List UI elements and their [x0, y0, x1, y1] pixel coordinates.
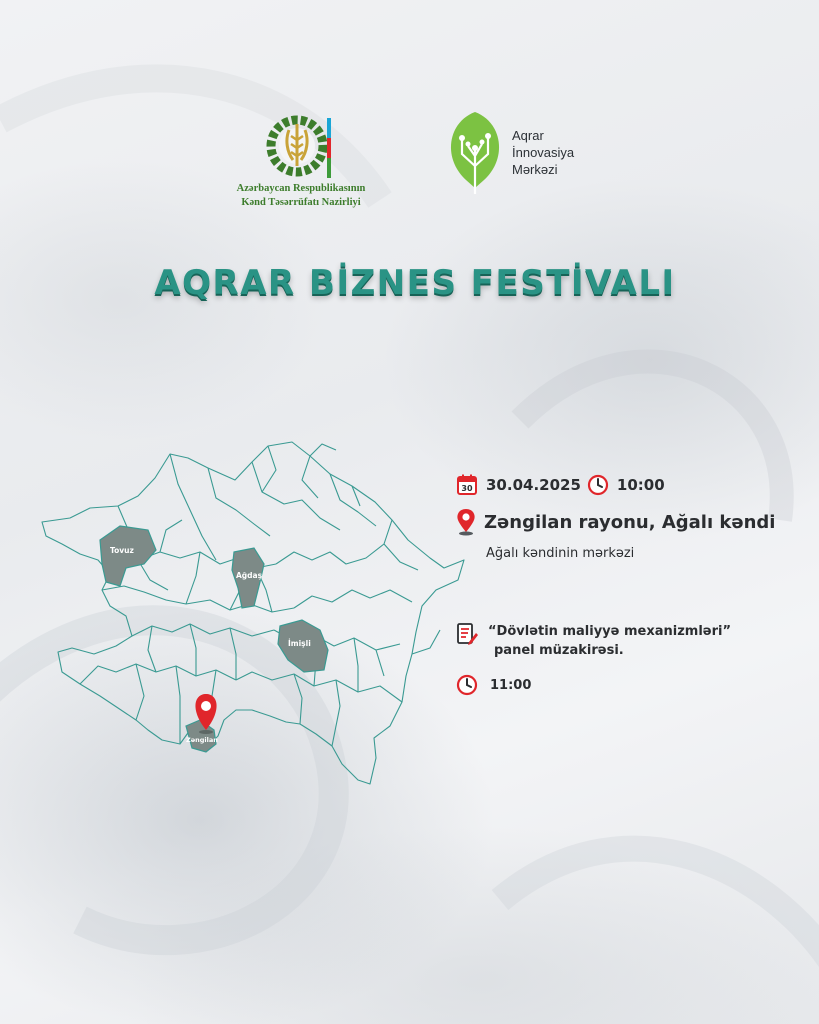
panel-subtitle: panel müzakirəsi. — [494, 643, 624, 658]
aim-name-line3: Mərkəzi — [512, 162, 558, 177]
azerbaijan-region-map — [40, 440, 470, 795]
clock-icon — [456, 674, 478, 696]
calendar-day: 30 — [461, 484, 473, 493]
aim-name-line1: Aqrar — [512, 128, 544, 143]
panel-discussion — [488, 622, 731, 660]
place-detail: Ağalı kəndinin mərkəzi — [486, 546, 635, 561]
document-pen-icon — [456, 622, 478, 646]
event-title: AQRAR BİZNES FESTİVALI — [154, 263, 676, 303]
ministry-name-line2: Kənd Təsərrüfatı Nazirliyi — [241, 197, 361, 208]
event-date: 30.04.2025 — [486, 476, 581, 494]
ministry-name-line1: Azərbaycan Respublikasının — [236, 183, 366, 194]
map-label-imisli: İmişli — [288, 639, 311, 648]
leaf-circuit-icon — [444, 110, 506, 196]
calendar-icon — [456, 474, 478, 496]
panel-row — [456, 622, 731, 660]
location-row — [454, 508, 775, 536]
ministry-emblem-icon — [261, 110, 341, 188]
panel-time-row — [456, 674, 531, 696]
date-time-row — [456, 474, 671, 496]
clock-icon — [587, 474, 609, 496]
aim-logo — [444, 110, 614, 200]
ministry-logo — [226, 110, 376, 215]
panel-title: “Dövlətin maliyyə mexanizmləri” — [488, 624, 732, 639]
map-label-tovuz: Tovuz — [110, 546, 134, 555]
panel-time: 11:00 — [490, 677, 532, 693]
aim-name — [512, 127, 612, 178]
map-label-zengilan: Zəngilan — [186, 736, 218, 744]
map-label-agdas: Ağdaş — [236, 571, 263, 580]
event-time: 10:00 — [616, 476, 665, 494]
ministry-name — [226, 182, 376, 210]
aim-name-line2: İnnovasiya — [512, 145, 575, 160]
event-location: Zəngilan rayonu, Ağalı kəndi — [484, 511, 776, 533]
location-pin-icon — [454, 508, 478, 536]
